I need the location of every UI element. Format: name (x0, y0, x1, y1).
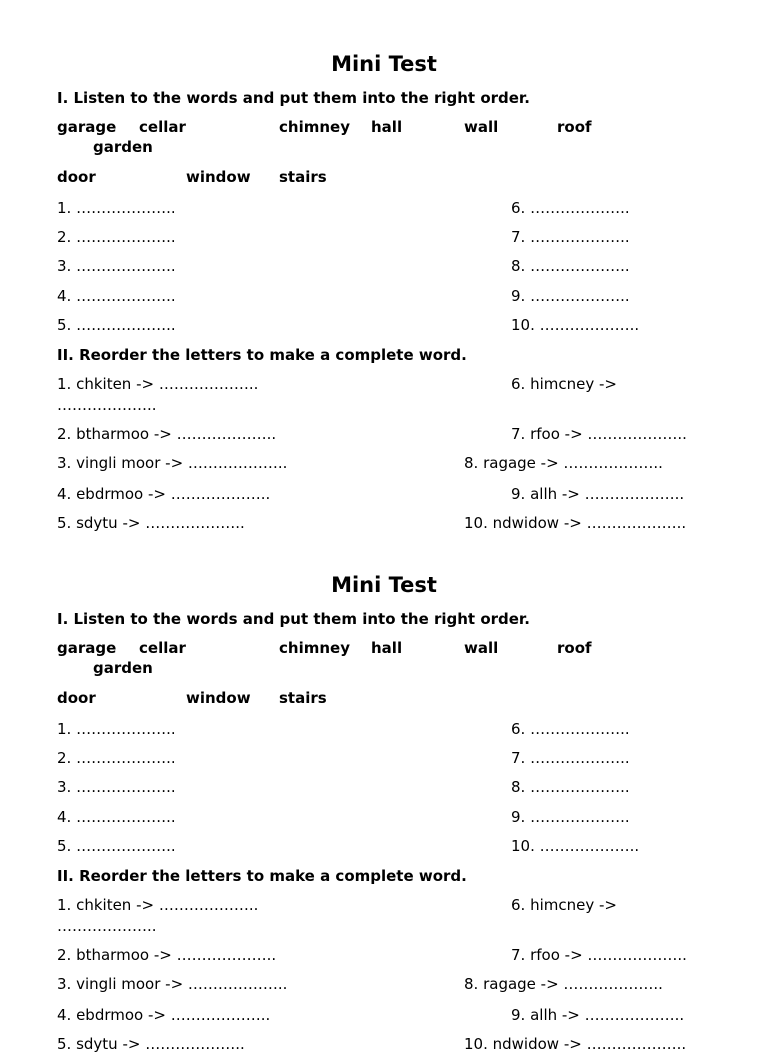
reorder-item: 6. himcney -> (511, 896, 617, 914)
answer-line: 5. ……………….. (57, 837, 176, 855)
word-bank-item: roof (557, 639, 592, 657)
answer-line: 7. ……………….. (511, 228, 630, 246)
reorder-item: 5. sdytu -> ……………….. (57, 514, 245, 532)
page-title: Mini Test (331, 52, 437, 76)
word-bank-item: window (186, 689, 251, 707)
answer-line: 9. ……………….. (511, 808, 630, 826)
page-title: Mini Test (331, 573, 437, 597)
answer-line: 2. ……………….. (57, 749, 176, 767)
word-bank-item: garden (93, 659, 153, 677)
answer-line: 7. ……………….. (511, 749, 630, 767)
reorder-item: 9. allh -> ……………….. (511, 1006, 685, 1024)
answer-line: 4. ……………….. (57, 287, 176, 305)
reorder-item: 4. ebdrmoo -> ……………….. (57, 485, 271, 503)
answer-line: 2. ……………….. (57, 228, 176, 246)
answer-line: 6. ……………….. (511, 720, 630, 738)
answer-line: 5. ……………….. (57, 316, 176, 334)
section-1-heading: I. Listen to the words and put them into the right order. (57, 89, 530, 107)
word-bank-item: garage (57, 118, 117, 136)
reorder-item: 3. vingli moor -> ……………….. (57, 454, 288, 472)
word-bank-item: cellar (139, 639, 186, 657)
reorder-item: 2. btharmoo -> ……………….. (57, 425, 277, 443)
answer-line: 1. ……………….. (57, 199, 176, 217)
answer-line: 8. ……………….. (511, 778, 630, 796)
answer-line: 10. ……………….. (511, 316, 640, 334)
reorder-item: 7. rfoo -> ……………….. (511, 425, 687, 443)
word-bank-item: wall (464, 639, 499, 657)
word-bank-item: door (57, 689, 96, 707)
reorder-item: 2. btharmoo -> ……………….. (57, 946, 277, 964)
worksheet-copy-2 (0, 521, 768, 1053)
word-bank-item: door (57, 168, 96, 186)
reorder-item: 5. sdytu -> ……………….. (57, 1035, 245, 1053)
word-bank-item: garage (57, 639, 117, 657)
reorder-item: 8. ragage -> ……………….. (464, 454, 663, 472)
word-bank-item: cellar (139, 118, 186, 136)
section-2-heading: II. Reorder the letters to make a complete word. (57, 867, 467, 885)
word-bank-item: chimney (279, 118, 350, 136)
answer-line: 1. ……………….. (57, 720, 176, 738)
reorder-item-wrap: ……………….. (57, 917, 157, 935)
answer-line: 6. ……………….. (511, 199, 630, 217)
reorder-item: 7. rfoo -> ……………….. (511, 946, 687, 964)
word-bank-item: hall (371, 118, 403, 136)
reorder-item: 4. ebdrmoo -> ……………….. (57, 1006, 271, 1024)
reorder-item: 10. ndwidow -> ……………….. (464, 1035, 687, 1053)
word-bank-item: stairs (279, 689, 327, 707)
answer-line: 3. ……………….. (57, 778, 176, 796)
section-1-heading: I. Listen to the words and put them into the right order. (57, 610, 530, 628)
answer-line: 8. ……………….. (511, 257, 630, 275)
reorder-item: 1. chkiten -> ……………….. (57, 896, 259, 914)
answer-line: 4. ……………….. (57, 808, 176, 826)
reorder-item: 9. allh -> ……………….. (511, 485, 685, 503)
word-bank-item: stairs (279, 168, 327, 186)
answer-line: 9. ……………….. (511, 287, 630, 305)
reorder-item: 6. himcney -> (511, 375, 617, 393)
answer-line: 3. ……………….. (57, 257, 176, 275)
word-bank-item: garden (93, 138, 153, 156)
reorder-item: 10. ndwidow -> ……………….. (464, 514, 687, 532)
word-bank-item: window (186, 168, 251, 186)
reorder-item: 1. chkiten -> ……………….. (57, 375, 259, 393)
reorder-item: 3. vingli moor -> ……………….. (57, 975, 288, 993)
reorder-item-wrap: ……………….. (57, 396, 157, 414)
section-2-heading: II. Reorder the letters to make a complete word. (57, 346, 467, 364)
reorder-item: 8. ragage -> ……………….. (464, 975, 663, 993)
word-bank-item: wall (464, 118, 499, 136)
word-bank-item: roof (557, 118, 592, 136)
answer-line: 10. ……………….. (511, 837, 640, 855)
word-bank-item: hall (371, 639, 403, 657)
word-bank-item: chimney (279, 639, 350, 657)
